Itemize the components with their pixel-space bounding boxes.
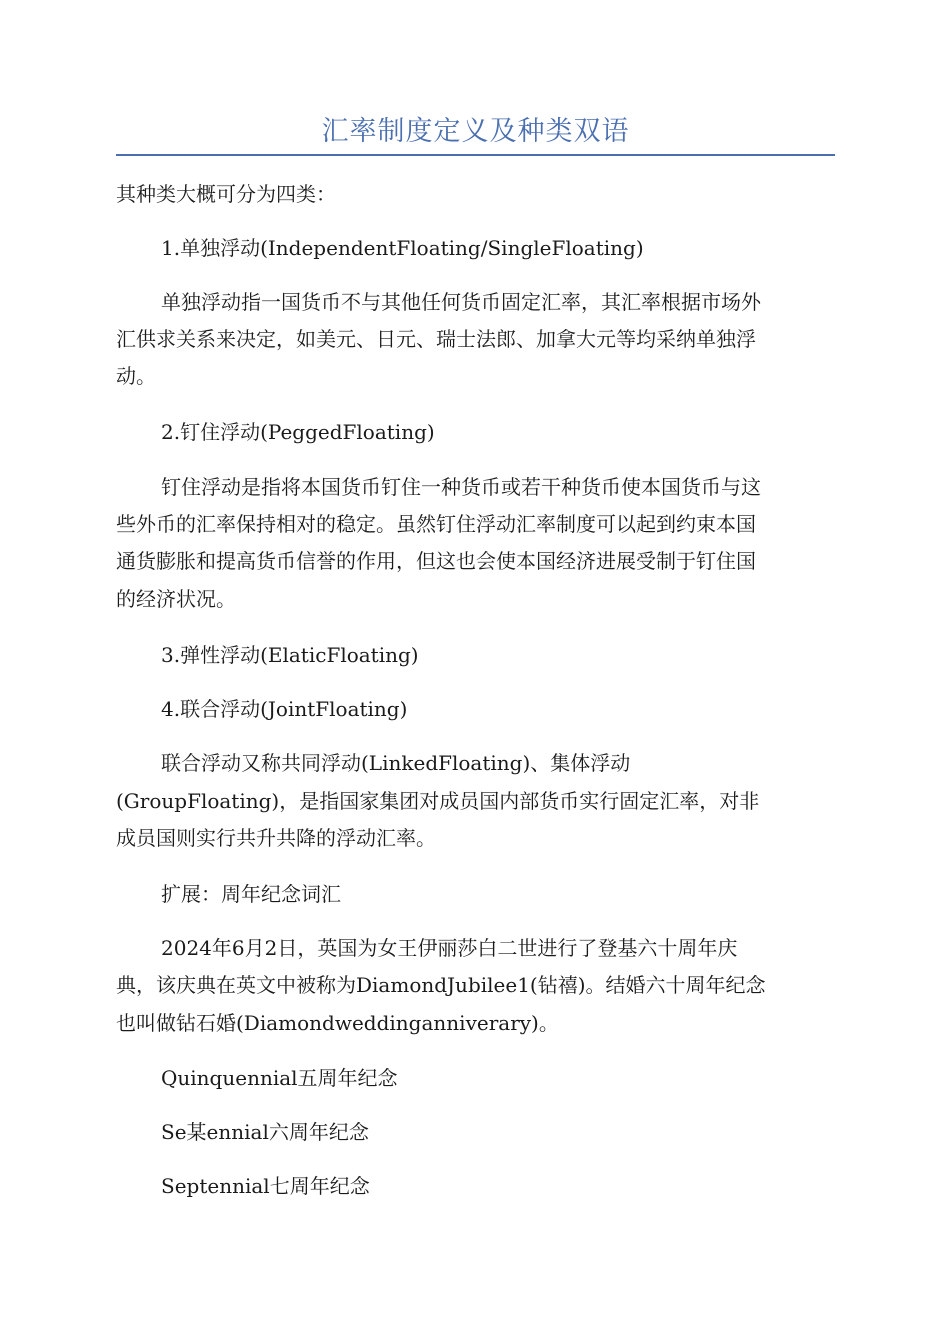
intro-text: 其种类大概可分为四类： [116, 182, 336, 206]
vocab-item: Quinquennial五周年纪念 [161, 1066, 398, 1090]
item1-body-line: 动。 [116, 364, 156, 388]
item2-heading: 2.钉住浮动(PeggedFloating) [161, 420, 435, 444]
item2-body-line: 钉住浮动是指将本国货币钉住一种货币或若干种货币使本国货币与这 [161, 475, 761, 499]
item4-body-line: 成员国则实行共升共降的浮动汇率。 [116, 826, 436, 850]
document-title: 汇率制度定义及种类双语 [321, 116, 630, 147]
item1-body-line: 汇供求关系来决定，如美元、日元、瑞士法郎、加拿大元等均采纳单独浮 [116, 327, 756, 351]
item3-heading: 3.弹性浮动(ElaticFloating) [161, 643, 419, 667]
item2-body-line: 的经济状况。 [116, 587, 236, 611]
vocab-item: Septennial七周年纪念 [161, 1174, 370, 1198]
item4-body-line: (GroupFloating)，是指国家集团对成员国内部货币实行固定汇率，对非 [116, 789, 760, 813]
extension-body-line: 典，该庆典在英文中被称为DiamondJubilee1(钻禧)。结婚六十周年纪念 [116, 973, 766, 997]
item4-body-line: 联合浮动又称共同浮动(LinkedFloating)、集体浮动 [161, 751, 631, 775]
item1-body-line: 单独浮动指一国货币不与其他任何货币固定汇率，其汇率根据市场外 [161, 290, 761, 314]
vocab-item: Se某ennial六周年纪念 [161, 1120, 369, 1144]
extension-body-line: 也叫做钻石婚(Diamondweddinganniverary)。 [116, 1011, 559, 1035]
item1-heading: 1.单独浮动(IndependentFloating/SingleFloating) [161, 236, 644, 260]
extension-body-line: 2024年6月2日，英国为女王伊丽莎白二世进行了登基六十周年庆 [161, 936, 738, 960]
item4-heading: 4.联合浮动(JointFloating) [161, 697, 408, 721]
item2-body-line: 些外币的汇率保持相对的稳定。虽然钉住浮动汇率制度可以起到约束本国 [116, 512, 756, 536]
title-underline [116, 154, 835, 156]
extension-heading: 扩展：周年纪念词汇 [161, 882, 341, 906]
item2-body-line: 通货膨胀和提高货币信誉的作用，但这也会使本国经济进展受制于钉住国 [116, 549, 756, 573]
